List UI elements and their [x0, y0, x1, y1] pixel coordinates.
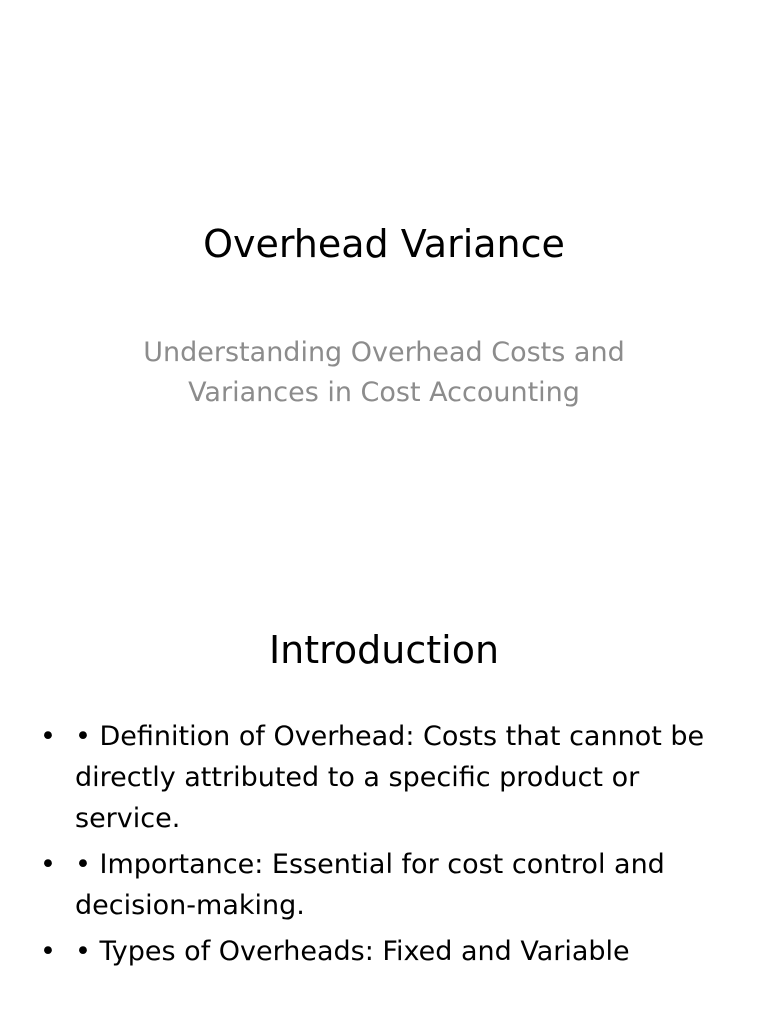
bullet-text: • Importance: Essential for cost control and decision-making. — [75, 849, 665, 921]
bullet-item-definition — [40, 716, 740, 839]
bullet-list — [40, 716, 740, 977]
bullet-marker: • — [40, 936, 56, 967]
bullet-item-types — [40, 931, 740, 972]
subtitle-line-1: Understanding Overhead Costs and — [143, 337, 625, 368]
bullet-item-importance — [40, 844, 740, 926]
bullet-marker: • — [40, 721, 56, 752]
slide-title-overhead-variance: Overhead Variance — [203, 222, 565, 266]
bullet-text: • Types of Overheads: Fixed and Variable — [75, 936, 630, 967]
slide-title-introduction: Introduction — [268, 628, 500, 672]
slide-subtitle — [100, 333, 668, 413]
bullet-text: • Definition of Overhead: Costs that cannot be directly attributed to a specific product or service. — [75, 721, 705, 834]
subtitle-line-2: Variances in Cost Accounting — [188, 377, 580, 408]
bullet-marker: • — [40, 849, 56, 880]
